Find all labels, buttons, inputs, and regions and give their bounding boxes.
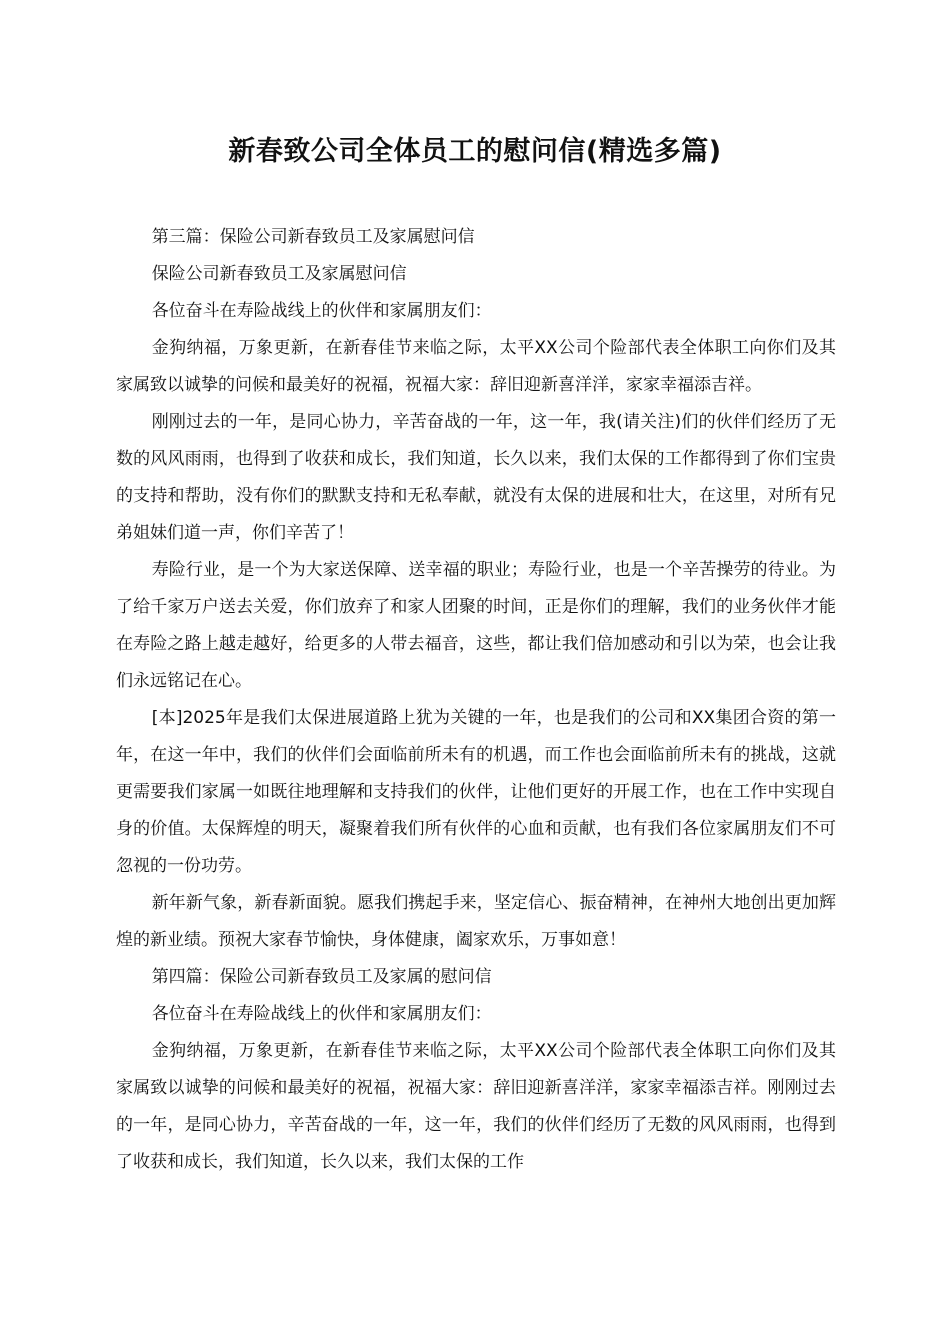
document-body — [116, 219, 836, 1181]
paragraph: 金狗纳福，万象更新，在新春佳节来临之际，太平XX公司个险部代表全体职工向你们及其家属致以诚挚的问候和最美好的祝福，祝福大家：辞旧迎新喜洋洋，家家幸福添吉祥。 — [116, 338, 836, 395]
section-heading-4: 第四篇：保险公司新春致员工及家属的慰问信 — [151, 967, 492, 987]
letter-title: 保险公司新春致员工及家属慰问信 — [151, 264, 407, 284]
paragraph: 寿险行业，是一个为大家送保障、送幸福的职业；寿险行业，也是一个辛苦操劳的待业。为了给千家万户送去关爱，你们放弃了和家人团聚的时间，正是你们的理解，我们的业务伙伴才能在寿险之路上越走越好，给更多的人带去福音，这些，都让我们倍加感动和引以为荣，也会让我们永远铭记在心。 — [116, 560, 836, 691]
paragraph: 刚刚过去的一年，是同心协力，辛苦奋战的一年，这一年，我(请关注)们的伙伴们经历了无数的风风雨雨，也得到了收获和成长，我们知道，长久以来，我们太保的工作都得到了你们宝贵的支持和帮助，没有你们的默默支持和无私奉献，就没有太保的进展和壮大，在这里，对所有兄弟姐妹们道一声，你们辛苦了！ — [116, 412, 836, 543]
paragraph: 新年新气象，新春新面貌。愿我们携起手来，坚定信心、振奋精神，在神州大地创出更加辉煌的新业绩。预祝大家春节愉快，身体健康，阖家欢乐，万事如意！ — [116, 893, 836, 950]
paragraph: [本]2025年是我们太保进展道路上犹为关键的一年，也是我们的公司和XX集团合资的第一年，在这一年中，我们的伙伴们会面临前所未有的机遇，而工作也会面临前所未有的挑战，这就更需要我们家属一如既往地理解和支持我们的伙伴，让他们更好的开展工作，也在工作中实现自身的价值。太保辉煌的明天，凝聚着我们所有伙伴的心血和贡献，也有我们各位家属朋友们不可忽视的一份功劳。 — [116, 708, 836, 876]
document-title: 新春致公司全体员工的慰问信(精选多篇) — [228, 136, 722, 167]
salutation: 各位奋斗在寿险战线上的伙伴和家属朋友们： — [151, 1004, 492, 1024]
section-heading-3: 第三篇：保险公司新春致员工及家属慰问信 — [151, 227, 475, 247]
paragraph: 金狗纳福，万象更新，在新春佳节来临之际，太平XX公司个险部代表全体职工向你们及其家属致以诚挚的问候和最美好的祝福，祝福大家：辞旧迎新喜洋洋，家家幸福添吉祥。刚刚过去的一年，是同心协力，辛苦奋战的一年，这一年，我们的伙伴们经历了无数的风风雨雨，也得到了收获和成长，我们知道，长久以来，我们太保的工作 — [116, 1041, 836, 1172]
salutation: 各位奋斗在寿险战线上的伙伴和家属朋友们： — [151, 301, 492, 321]
